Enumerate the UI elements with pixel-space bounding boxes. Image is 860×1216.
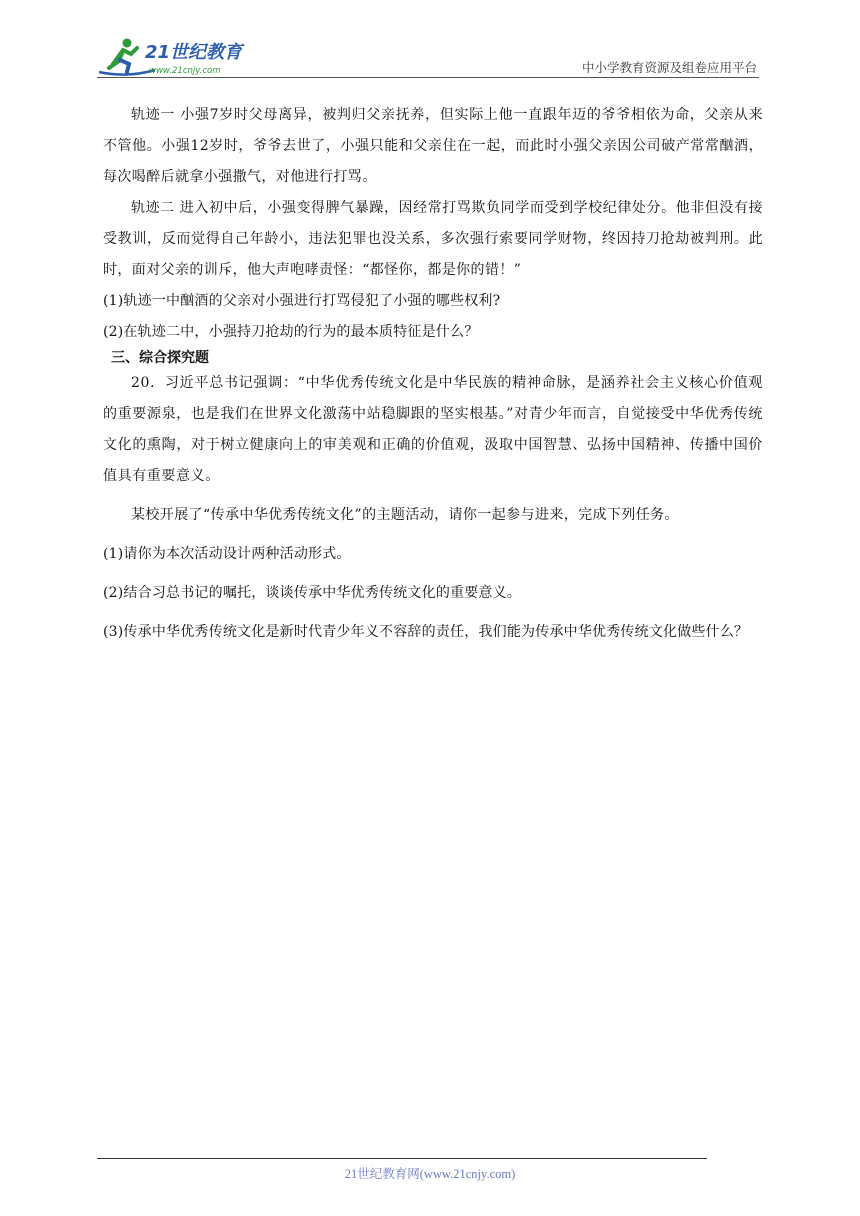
footer-divider (97, 1158, 707, 1159)
question-20-1: (1)请你为本次活动设计两种活动形式。 (103, 546, 351, 562)
logo-graphic (97, 34, 267, 78)
spacer (103, 531, 763, 539)
page-header (97, 28, 759, 80)
trajectory-one-paragraph: 轨迹一 小强7岁时父母离异，被判归父亲抚养，但实际上他一直跟年迈的爷爷相依为命，父亲从来不管他。小强12岁时，爷爷去世了，小强只能和父亲住在一起，而此时小强父亲因公司破产常常酗酒，每次喝醉后就拿小强撒气，对他进行打骂。 (103, 107, 763, 185)
question-2: (2)在轨迹二中，小强持刀抢劫的行为的最本质特征是什么？ (103, 324, 479, 340)
spacer (103, 492, 763, 500)
question-1: (1)轨迹一中酗酒的父亲对小强进行打骂侵犯了小强的哪些权利? (103, 293, 501, 309)
question-20-stem: 20．习近平总书记强调：“中华优秀传统文化是中华民族的精神命脉，是涵养社会主义核心价值观的重要源泉，也是我们在世界文化激荡中站稳脚跟的坚实根基。”对青少年而言，自觉接受中华优秀传统文化的熏陶，对于树立健康向上的审美观和正确的价值观，汲取中国智慧、弘扬中国精神、传播中国价值具有重要意义。 (103, 375, 763, 484)
spacer (103, 570, 763, 578)
question-20-3: (3)传承中华优秀传统文化是新时代青少年义不容辞的责任，我们能为传承中华优秀传统文化做些什么？ (103, 624, 749, 640)
logo (97, 34, 267, 78)
document-body (103, 100, 763, 648)
activity-intro: 某校开展了“传承中华优秀传统文化”的主题活动，请你一起参与进来，完成下列任务。 (131, 507, 679, 523)
platform-name: 中小学教育资源及组卷应用平台 (581, 60, 757, 75)
footer-text: 21世纪教育网(www.21cnjy.com) (344, 1167, 516, 1181)
logo-url: www.21cnjy.com (149, 66, 221, 76)
logo-text: 21世纪教育 (145, 42, 243, 63)
trajectory-two-paragraph: 轨迹二 进入初中后，小强变得脾气暴躁，因经常打骂欺负同学而受到学校纪律处分。他非但没有接受教训，反而觉得自己年龄小，违法犯罪也没关系，多次强行索要同学财物，终因持刀抢劫被判刑。此时，面对父亲的训斥，他大声咆哮责怪：“都怪你，都是你的错！” (103, 200, 763, 278)
spacer (103, 609, 763, 617)
question-20-2: (2)结合习总书记的嘱托，谈谈传承中华优秀传统文化的重要意义。 (103, 585, 522, 601)
section-title: 三、综合探究题 (111, 350, 209, 366)
header-divider (97, 77, 759, 78)
